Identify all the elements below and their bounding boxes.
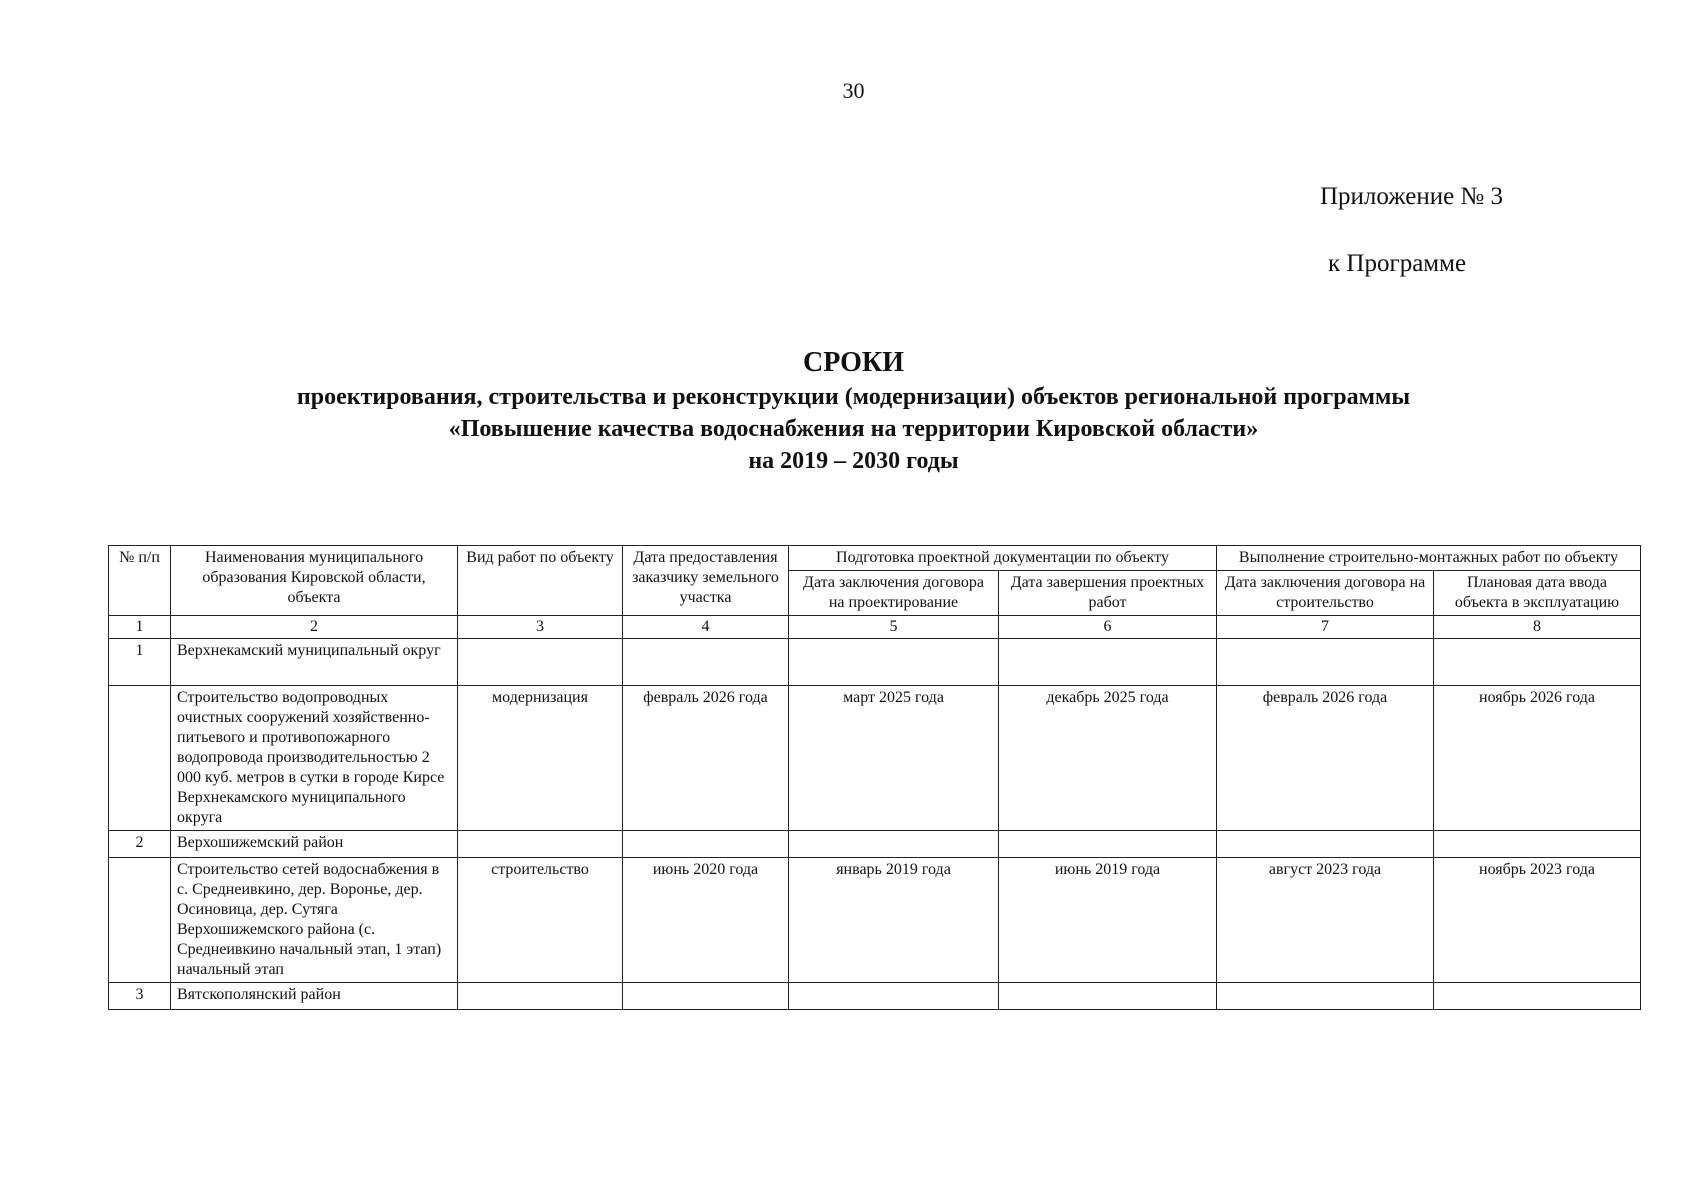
design-contract-date: март 2025 года xyxy=(789,686,999,831)
column-numbers-row xyxy=(109,616,1641,639)
document-title xyxy=(0,345,1707,477)
header-row-1 xyxy=(109,546,1641,571)
empty-cell xyxy=(789,639,999,686)
table-row xyxy=(109,831,1641,858)
commissioning-date: ноябрь 2026 года xyxy=(1434,686,1641,831)
object-name: Строительство водопроводных очистных сооружений хозяйственно-питьевого и противопожарного водопровода производительностью 2 000 куб. метров в сутки в городе Кирсе Верхнекамского муниципального округа xyxy=(171,686,458,831)
design-complete-date: декабрь 2025 года xyxy=(999,686,1217,831)
column-number: 8 xyxy=(1434,616,1641,639)
district-name: Верхошижемский район xyxy=(171,831,458,858)
table-row xyxy=(109,686,1641,831)
commissioning-date: ноябрь 2023 года xyxy=(1434,858,1641,983)
table-row xyxy=(109,983,1641,1010)
empty-cell xyxy=(1434,831,1641,858)
column-number: 7 xyxy=(1217,616,1434,639)
empty-cell xyxy=(1217,831,1434,858)
empty-cell xyxy=(999,831,1217,858)
schedule-table xyxy=(108,545,1641,1010)
column-number: 6 xyxy=(999,616,1217,639)
empty-cell xyxy=(1217,639,1434,686)
work-type: строительство xyxy=(458,858,623,983)
header-design-complete: Дата завершения проектных работ xyxy=(999,571,1217,616)
empty-cell xyxy=(999,639,1217,686)
empty-cell xyxy=(458,831,623,858)
column-number: 2 xyxy=(171,616,458,639)
empty-cell xyxy=(1434,639,1641,686)
column-number: 3 xyxy=(458,616,623,639)
design-contract-date: январь 2019 года xyxy=(789,858,999,983)
empty-cell xyxy=(623,639,789,686)
object-name: Строительство сетей водоснабжения в с. Среднеивкино, дер. Воронье, дер. Осиновица, дер. Сутяга Верхошижемского района (с. Среднеивкино начальный этап, 1 этап) начальный этап xyxy=(171,858,458,983)
work-type: модернизация xyxy=(458,686,623,831)
page-number: 30 xyxy=(842,78,865,103)
column-number: 4 xyxy=(623,616,789,639)
land-date: июнь 2020 года xyxy=(623,858,789,983)
construction-contract-date: февраль 2026 года xyxy=(1217,686,1434,831)
empty-cell xyxy=(458,983,623,1010)
empty-cell xyxy=(789,983,999,1010)
row-num: 1 xyxy=(109,639,171,686)
construction-contract-date: август 2023 года xyxy=(1217,858,1434,983)
table-row xyxy=(109,639,1641,686)
empty-cell xyxy=(789,831,999,858)
land-date: февраль 2026 года xyxy=(623,686,789,831)
header-construction-group: Выполнение строительно-монтажных работ по объекту xyxy=(1217,546,1641,571)
header-design-group: Подготовка проектной документации по объекту xyxy=(789,546,1217,571)
row-num xyxy=(109,858,171,983)
header-commissioning: Плановая дата ввода объекта в эксплуатацию xyxy=(1434,571,1641,616)
empty-cell xyxy=(1217,983,1434,1010)
appendix-reference: к Программе xyxy=(1328,250,1467,277)
row-num xyxy=(109,686,171,831)
title-main: СРОКИ xyxy=(802,347,905,378)
title-line-4: на 2019 – 2030 годы xyxy=(748,448,959,474)
row-num: 2 xyxy=(109,831,171,858)
header-name: Наименования муниципального образования Кировской области, объекта xyxy=(171,546,458,616)
row-num: 3 xyxy=(109,983,171,1010)
header-work-type: Вид работ по объекту xyxy=(458,546,623,616)
table-row xyxy=(109,858,1641,983)
empty-cell xyxy=(623,983,789,1010)
empty-cell xyxy=(1434,983,1641,1010)
column-number: 1 xyxy=(109,616,171,639)
empty-cell xyxy=(999,983,1217,1010)
appendix-label: Приложение № 3 xyxy=(1320,183,1504,210)
title-line-3: «Повышение качества водоснабжения на территории Кировской области» xyxy=(448,416,1259,442)
district-name: Верхнекамский муниципальный округ xyxy=(171,639,458,686)
district-name: Вятскополянский район xyxy=(171,983,458,1010)
design-complete-date: июнь 2019 года xyxy=(999,858,1217,983)
header-construction-contract: Дата заключения договора на строительство xyxy=(1217,571,1434,616)
header-land-date: Дата предоставления заказчику земельного участка xyxy=(623,546,789,616)
header-num: № п/п xyxy=(109,546,171,616)
column-number: 5 xyxy=(789,616,999,639)
empty-cell xyxy=(623,831,789,858)
empty-cell xyxy=(458,639,623,686)
title-line-2: проектирования, строительства и реконструкции (модернизации) объектов региональной программы xyxy=(296,384,1411,410)
header-design-contract: Дата заключения договора на проектирование xyxy=(789,571,999,616)
